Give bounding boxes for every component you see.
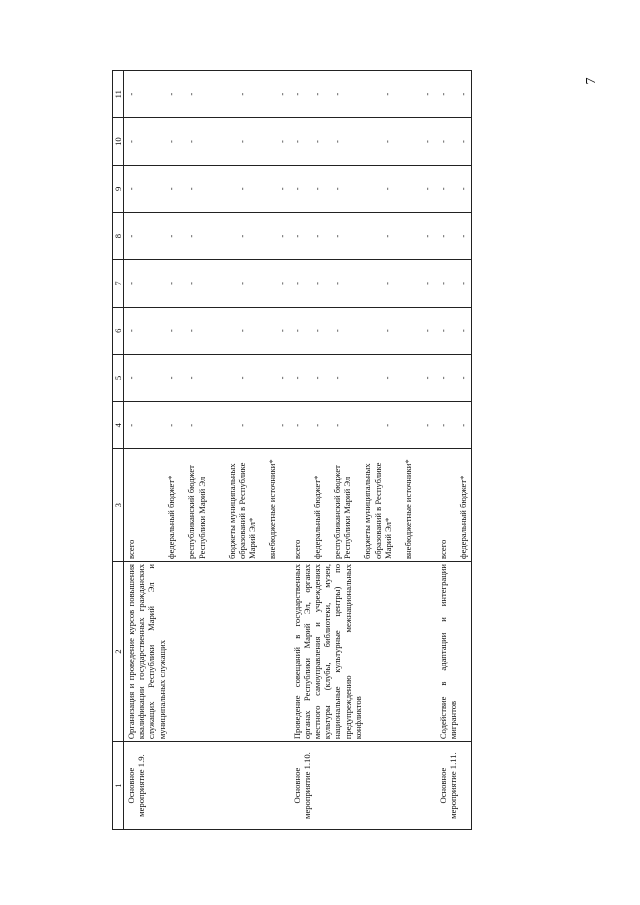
value: -: [291, 92, 302, 96]
value-cell: [124, 307, 290, 354]
value-cell: [124, 402, 290, 449]
value: -: [291, 187, 302, 191]
value: -: [166, 234, 177, 238]
source-label: федеральный бюджет*: [457, 475, 468, 559]
value: -: [186, 234, 197, 238]
value-cell: [436, 260, 472, 307]
column-header: 1: [113, 742, 124, 830]
value-cell: [436, 212, 472, 259]
value: -: [422, 140, 433, 143]
value-cell: [436, 165, 472, 212]
activity-code: Основное мероприятие 1.10.: [290, 742, 436, 830]
funding-table: [112, 70, 472, 830]
value: -: [276, 140, 287, 143]
value-cell: [436, 307, 472, 354]
value: -: [311, 423, 322, 427]
value: -: [166, 140, 177, 143]
value: -: [236, 376, 247, 380]
value: -: [422, 281, 433, 285]
value: -: [422, 329, 433, 333]
column-header: 3: [113, 449, 124, 562]
value: -: [291, 329, 302, 333]
value: -: [186, 329, 197, 333]
value: -: [332, 376, 343, 380]
value-cell: [290, 165, 436, 212]
value: -: [457, 187, 468, 191]
rotated-table-sheet: [112, 70, 627, 830]
funding-sources: [436, 449, 472, 562]
value: -: [332, 423, 343, 427]
source-label: федеральный бюджет*: [311, 475, 322, 559]
value: -: [311, 376, 322, 380]
value-cell: [290, 118, 436, 165]
value: -: [382, 187, 393, 191]
value: -: [166, 329, 177, 333]
value: -: [311, 187, 322, 191]
funding-sources: [290, 449, 436, 562]
column-header: 11: [113, 71, 124, 118]
value: -: [186, 376, 197, 380]
value: -: [382, 376, 393, 380]
column-header: 7: [113, 260, 124, 307]
value-cell: [436, 402, 472, 449]
source-label: бюджеты муниципальных образований в Республике Марий Эл*: [362, 462, 393, 559]
value: -: [236, 92, 247, 96]
value: -: [382, 329, 393, 333]
value: -: [186, 140, 197, 143]
column-header: 10: [113, 118, 124, 165]
value: -: [437, 234, 448, 238]
value: -: [382, 234, 393, 238]
value: -: [276, 92, 287, 96]
value: -: [311, 281, 322, 285]
value: -: [166, 92, 177, 96]
value: -: [382, 281, 393, 285]
source-label: всего: [126, 539, 137, 559]
value-cell: [290, 260, 436, 307]
value-cell: [290, 212, 436, 259]
column-header: 9: [113, 165, 124, 212]
value: -: [126, 281, 137, 285]
value: -: [291, 423, 302, 427]
value: -: [332, 234, 343, 238]
value-cell: [290, 354, 436, 401]
value: -: [311, 140, 322, 143]
value: -: [382, 140, 393, 143]
value: -: [437, 281, 448, 285]
value: -: [311, 234, 322, 238]
value: -: [291, 281, 302, 285]
value-cell: [290, 307, 436, 354]
header-row: [113, 71, 124, 830]
value: -: [437, 187, 448, 191]
activity-title: Содействие в адаптации и интеграции мигрантов: [436, 562, 472, 742]
value: -: [126, 187, 137, 191]
column-header: 4: [113, 402, 124, 449]
value: -: [236, 234, 247, 238]
value: -: [291, 234, 302, 238]
value: -: [236, 187, 247, 191]
source-label: республиканский бюджет Республики Марий Эл: [186, 465, 207, 559]
value: -: [166, 187, 177, 191]
value: -: [422, 234, 433, 238]
value-cell: [124, 260, 290, 307]
value: -: [126, 140, 137, 143]
value: -: [457, 281, 468, 285]
funding-sources: [124, 449, 290, 562]
value: -: [437, 329, 448, 333]
value: -: [291, 376, 302, 380]
value: -: [166, 376, 177, 380]
value: -: [186, 187, 197, 191]
column-header: 8: [113, 212, 124, 259]
value-cell: [290, 71, 436, 118]
value: -: [422, 187, 433, 191]
value: -: [276, 187, 287, 191]
table-row: [124, 71, 290, 830]
value: -: [422, 92, 433, 96]
source-label: бюджеты муниципальных образований в Республике Марий Эл*: [226, 462, 257, 559]
value-cell: [290, 402, 436, 449]
source-label: внебюджетные источники*: [402, 459, 413, 559]
column-header: 2: [113, 562, 124, 742]
value-cell: [124, 165, 290, 212]
value: -: [457, 329, 468, 333]
value: -: [276, 281, 287, 285]
column-header: 6: [113, 307, 124, 354]
value: -: [126, 423, 137, 427]
value: -: [236, 140, 247, 143]
table-row: [436, 71, 472, 830]
value: -: [276, 234, 287, 238]
value: -: [437, 376, 448, 380]
value: -: [422, 376, 433, 380]
value: -: [332, 92, 343, 96]
value: -: [126, 92, 137, 96]
value: -: [437, 423, 448, 427]
source-label: всего: [437, 539, 448, 559]
value: -: [422, 423, 433, 427]
value-cell: [436, 118, 472, 165]
value-cell: [124, 354, 290, 401]
value: -: [276, 423, 287, 427]
value: -: [291, 140, 302, 143]
source-label: республиканский бюджет Республики Марий Эл: [332, 465, 353, 559]
column-header: 5: [113, 354, 124, 401]
value: -: [236, 423, 247, 427]
value: -: [166, 423, 177, 427]
value: -: [332, 140, 343, 143]
value: -: [126, 376, 137, 380]
value: -: [332, 329, 343, 333]
activity-code: Основное мероприятие 1.9.: [124, 742, 290, 830]
source-label: внебюджетные источники*: [267, 459, 278, 559]
value-cell: [436, 354, 472, 401]
value: -: [186, 281, 197, 285]
value: -: [332, 187, 343, 191]
activity-title: Проведение совещаний в государственных органах Республики Марий Эл, органах местного самоуправления и учреждениях культуры (клубы, библиотеки, музеи, национальные культурные центры) по предупреждению межнациональных конфликтов: [290, 562, 436, 742]
value: -: [457, 376, 468, 380]
value: -: [437, 140, 448, 143]
source-label: всего: [291, 539, 302, 559]
value-cell: [124, 118, 290, 165]
value: -: [457, 140, 468, 143]
value: -: [311, 92, 322, 96]
value: -: [382, 423, 393, 427]
source-label: федеральный бюджет*: [166, 475, 177, 559]
value: -: [311, 329, 322, 333]
value-cell: [436, 71, 472, 118]
value: -: [276, 329, 287, 333]
value: -: [126, 234, 137, 238]
value: -: [457, 92, 468, 96]
column-number-header: [113, 71, 124, 830]
value: -: [332, 281, 343, 285]
value: -: [382, 92, 393, 96]
value: -: [457, 423, 468, 427]
value: -: [457, 234, 468, 238]
value-cell: [124, 71, 290, 118]
value: -: [236, 281, 247, 285]
value: -: [437, 92, 448, 96]
value: -: [236, 329, 247, 333]
value: -: [186, 92, 197, 96]
value: -: [186, 423, 197, 427]
value: -: [126, 329, 137, 333]
activity-title: Организация и проведение курсов повышения квалификации государственных гражданских служащих Республики Марий Эл и муниципальных служащих: [124, 562, 290, 742]
table-row: [290, 71, 436, 830]
activity-code: Основное мероприятие 1.11.: [436, 742, 472, 830]
page-number: 7: [584, 77, 599, 85]
value-cell: [124, 212, 290, 259]
value: -: [276, 376, 287, 380]
value: -: [166, 281, 177, 285]
